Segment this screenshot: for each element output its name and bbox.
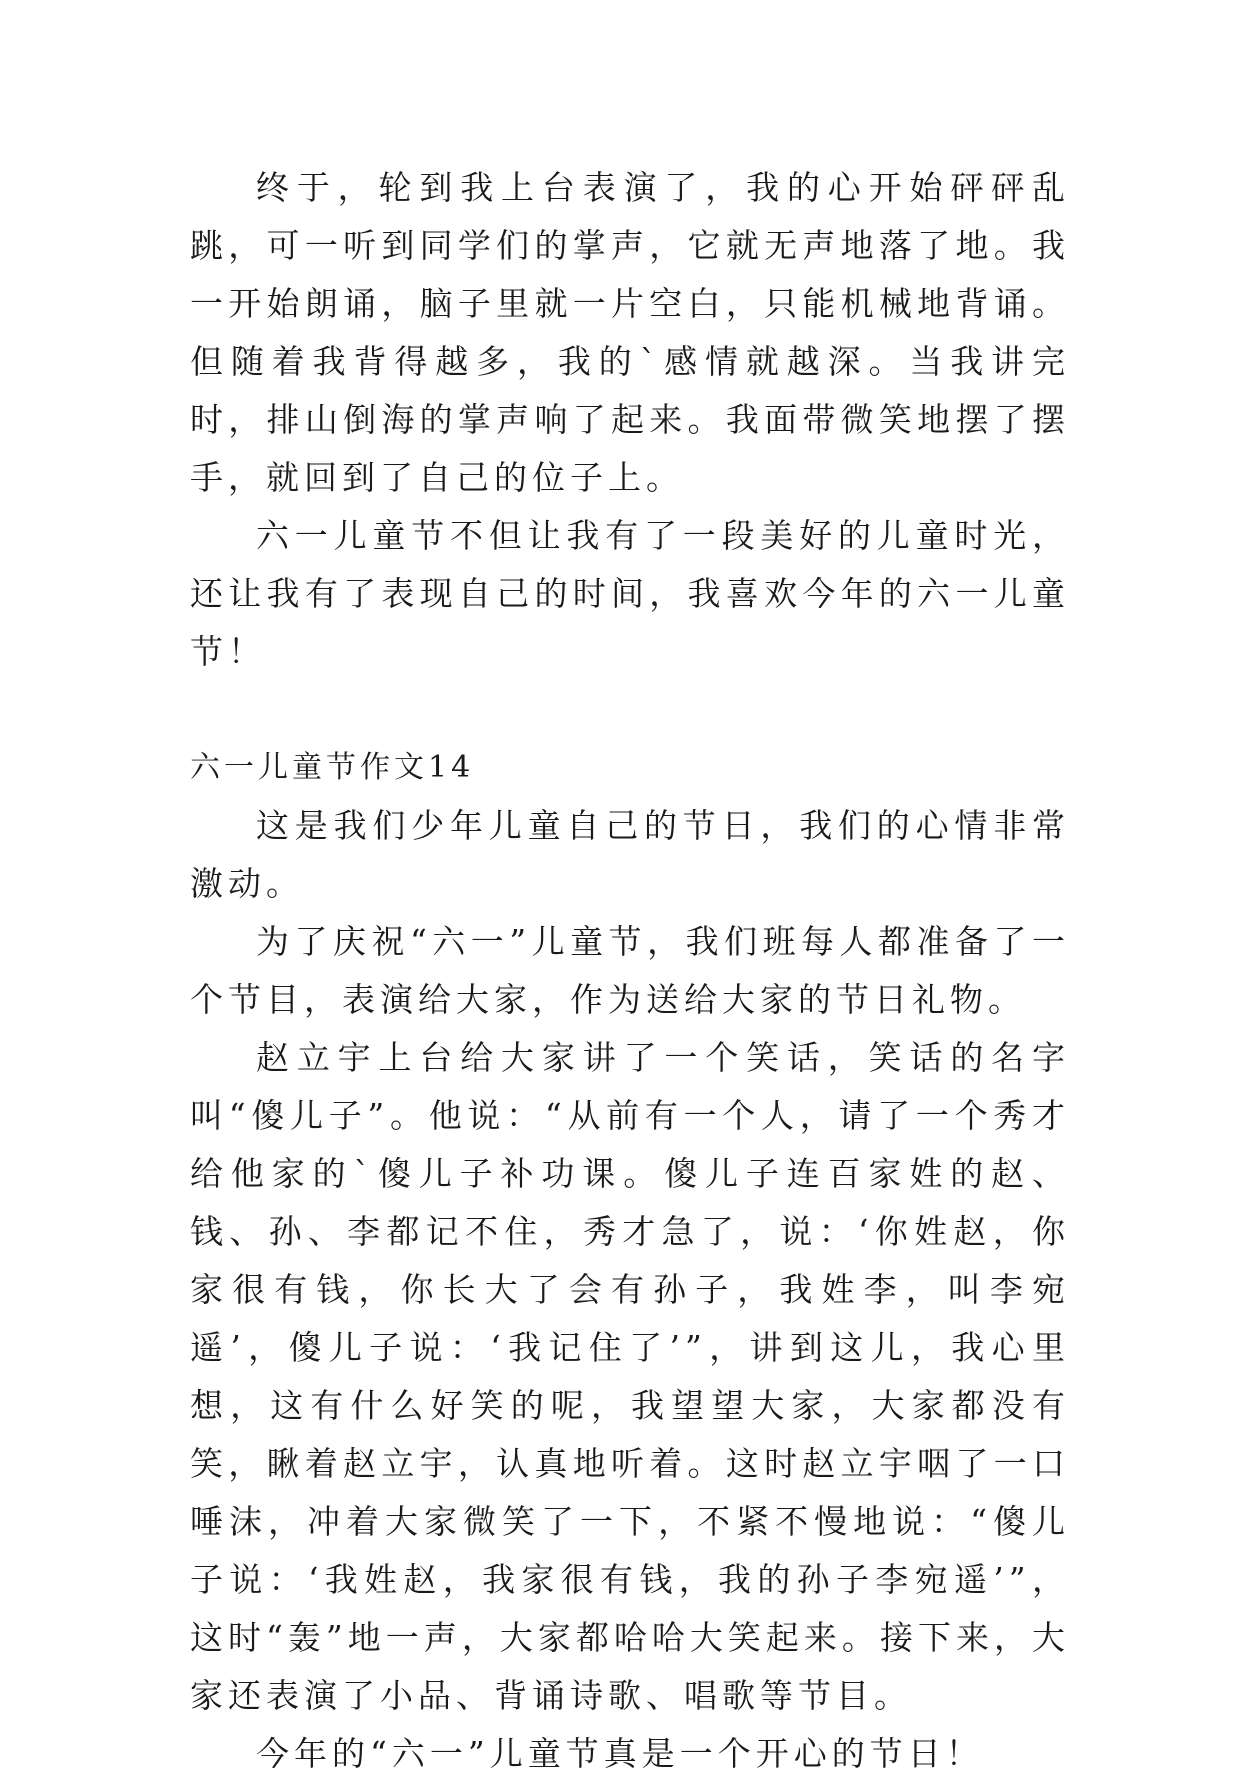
paragraph-ending: 今年的“六一”儿童节真是一个开心的节日！	[256, 1734, 984, 1773]
document-body	[190, 159, 1070, 1783]
paragraph-performance: 终于，轮到我上台表演了，我的心开始砰砰乱跳，可一听到同学们的掌声，它就无声地落了地。我一开始朗诵，脑子里就一片空白，只能机械地背诵。但随着我背得越多，我的`感情就越深。当我讲完时，排山倒海的掌声响了起来。我面带微笑地摆了摆手，就回到了自己的位子上。	[190, 168, 1070, 497]
paragraph-intro: 这是我们少年儿童自己的节日，我们的心情非常激动。	[190, 806, 1070, 903]
paragraph-preparation: 为了庆祝“六一”儿童节，我们班每人都准备了一个节目，表演给大家，作为送给大家的节日礼物。	[190, 922, 1070, 1019]
paragraph-conclusion: 六一儿童节不但让我有了一段美好的儿童时光，还让我有了表现自己的时间，我喜欢今年的六一儿童节！	[190, 516, 1070, 671]
paragraph-joke: 赵立宇上台给大家讲了一个笑话，笑话的名字叫“傻儿子”。他说：“从前有一个人，请了一个秀才给他家的`傻儿子补功课。傻儿子连百家姓的赵、钱、孙、李都记不住，秀才急了，说：‘你姓赵，你家很有钱，你长大了会有孙子，我姓李，叫李宛遥’，傻儿子说：‘我记住了’”，讲到这儿，我心里想，这有什么好笑的呢，我望望大家，大家都没有笑，瞅着赵立宇，认真地听着。这时赵立宇咽了一口唾沫，冲着大家微笑了一下，不紧不慢地说：“傻儿子说：‘我姓赵，我家很有钱，我的孙子李宛遥’”，这时“轰”地一声，大家都哈哈大笑起来。接下来，大家还表演了小品、背诵诗歌、唱歌等节目。	[190, 1038, 1070, 1715]
section-title: 六一儿童节作文14	[190, 750, 475, 785]
